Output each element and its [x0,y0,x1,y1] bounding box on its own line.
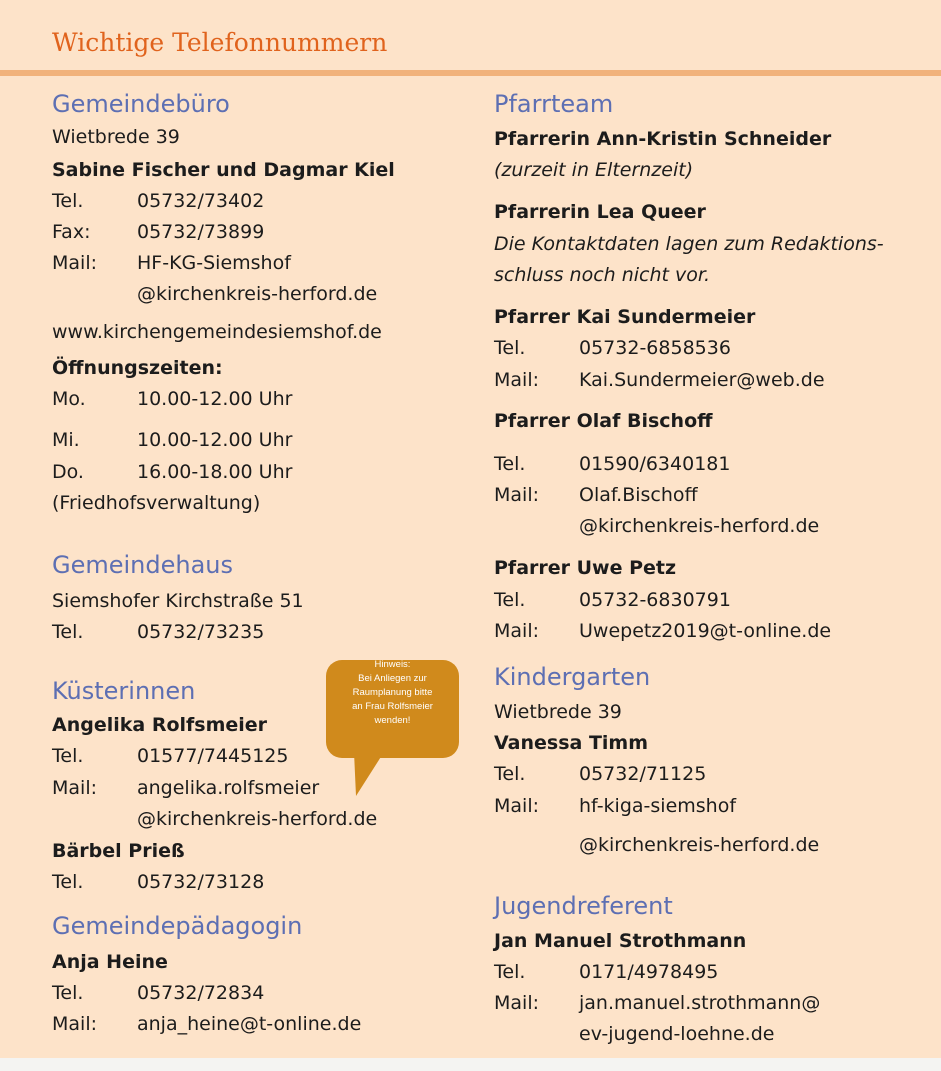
hours-time: 10.00-12.00 Uhr [137,429,293,451]
hours-time: 16.00-18.00 Uhr [137,461,293,483]
hint-text [332,658,453,728]
email-link[interactable]: hf-kiga-siemshof [579,795,737,817]
phone-number[interactable]: 05732/71125 [579,763,707,785]
email-link-domain[interactable]: @kirchenkreis-herford.de [137,283,378,305]
mail-label: Mail: [494,620,539,642]
header-divider [0,70,941,76]
hours-note: (Friedhofsverwaltung) [52,492,261,514]
pastor-note: (zurzeit in Elternzeit) [494,159,694,181]
pastor-name: Pfarrer Kai Sundermeier [494,306,756,328]
hint-line: Hinweis: [374,659,411,670]
hint-bubble-tail [350,752,384,796]
pastor-name: Pfarrerin Lea Queer [494,201,706,223]
address: Siemshofer Kirchstraße 51 [52,590,304,612]
section-title: Pfarrteam [494,90,614,118]
mail-label: Mail: [52,777,97,799]
hint-line: an Frau Rolfsmeier [352,701,433,712]
hint-line: Bei Anliegen zur [358,673,427,684]
tel-label: Tel. [494,453,526,475]
phone-number[interactable]: 05732/73235 [137,621,265,643]
phone-number[interactable]: 05732/72834 [137,982,265,1004]
hours-day: Mo. [52,388,86,410]
hint-line: Raumplanung bitte [352,687,433,698]
phone-number[interactable]: 05732-6858536 [579,337,731,359]
email-link[interactable]: Uwepetz2019@t-online.de [579,620,832,642]
hint-line: wenden! [374,715,411,726]
address: Wietbrede 39 [494,701,622,723]
contact-person: Anja Heine [52,951,168,973]
mail-label: Mail: [494,484,539,506]
email-link[interactable]: HF-KG-Siemshof [137,252,291,274]
hours-day: Mi. [52,429,80,451]
phone-number[interactable]: 05732/73402 [137,190,265,212]
page-title: Wichtige Telefonnummern [52,28,388,57]
opening-hours-title: Öffnungszeiten: [52,357,223,379]
page-header [0,0,941,70]
section-title: Kindergarten [494,663,651,691]
section-title: Gemeindepädagogin [52,912,303,940]
mail-label: Mail: [52,252,97,274]
fax-number: 05732/73899 [137,221,265,243]
phone-number[interactable]: 01577/7445125 [137,745,289,767]
section-title: Gemeindebüro [52,90,230,118]
contact-person: Jan Manuel Strothmann [494,930,747,952]
tel-label: Tel. [494,961,526,983]
fax-label: Fax: [52,221,91,243]
hours-day: Do. [52,461,84,483]
email-link[interactable]: Kai.Sundermeier@web.de [579,369,825,391]
tel-label: Tel. [494,337,526,359]
pastor-name: Pfarrer Olaf Bischoff [494,410,713,432]
website-link[interactable]: www.kirchengemeindesiemshof.de [52,321,382,343]
mail-label: Mail: [52,1013,97,1035]
tel-label: Tel. [52,190,84,212]
email-link[interactable]: Olaf.Bischoff [579,484,698,506]
contact-person: Angelika Rolfsmeier [52,714,268,736]
section-title: Jugendreferent [494,892,673,920]
phone-number[interactable]: 05732-6830791 [579,589,731,611]
tel-label: Tel. [52,871,84,893]
mail-label: Mail: [494,992,539,1014]
tel-label: Tel. [52,982,84,1004]
phone-number[interactable]: 0171/4978495 [579,961,719,983]
tel-label: Tel. [494,589,526,611]
section-title: Küsterinnen [52,677,196,705]
section-title: Gemeindehaus [52,551,234,579]
email-link[interactable]: jan.manuel.strothmann@ [579,992,821,1014]
hours-time: 10.00-12.00 Uhr [137,388,293,410]
mail-label: Mail: [494,795,539,817]
pastor-note: Die Kontaktdaten lagen zum Redaktions- [494,233,884,255]
phone-number[interactable]: 01590/6340181 [579,453,731,475]
email-link-domain[interactable]: @kirchenkreis-herford.de [579,515,820,537]
contact-person: Bärbel Prieß [52,840,185,862]
tel-label: Tel. [52,745,84,767]
email-link-domain[interactable]: @kirchenkreis-herford.de [579,834,820,856]
email-link-domain[interactable]: @kirchenkreis-herford.de [137,808,378,830]
mail-label: Mail: [494,369,539,391]
email-link[interactable]: anja_heine@t-online.de [137,1013,362,1035]
tel-label: Tel. [494,763,526,785]
pastor-name: Pfarrer Uwe Petz [494,557,677,579]
pastor-note: schluss noch nicht vor. [494,264,711,286]
pastor-name: Pfarrerin Ann-Kristin Schneider [494,128,832,150]
email-link-domain[interactable]: ev-jugend-loehne.de [579,1023,775,1045]
contact-person: Vanessa Timm [494,732,649,754]
tel-label: Tel. [52,621,84,643]
address: Wietbrede 39 [52,126,180,148]
phone-number[interactable]: 05732/73128 [137,871,265,893]
contact-persons: Sabine Fischer und Dagmar Kiel [52,159,395,181]
email-link[interactable]: angelika.rolfsmeier [137,777,320,799]
